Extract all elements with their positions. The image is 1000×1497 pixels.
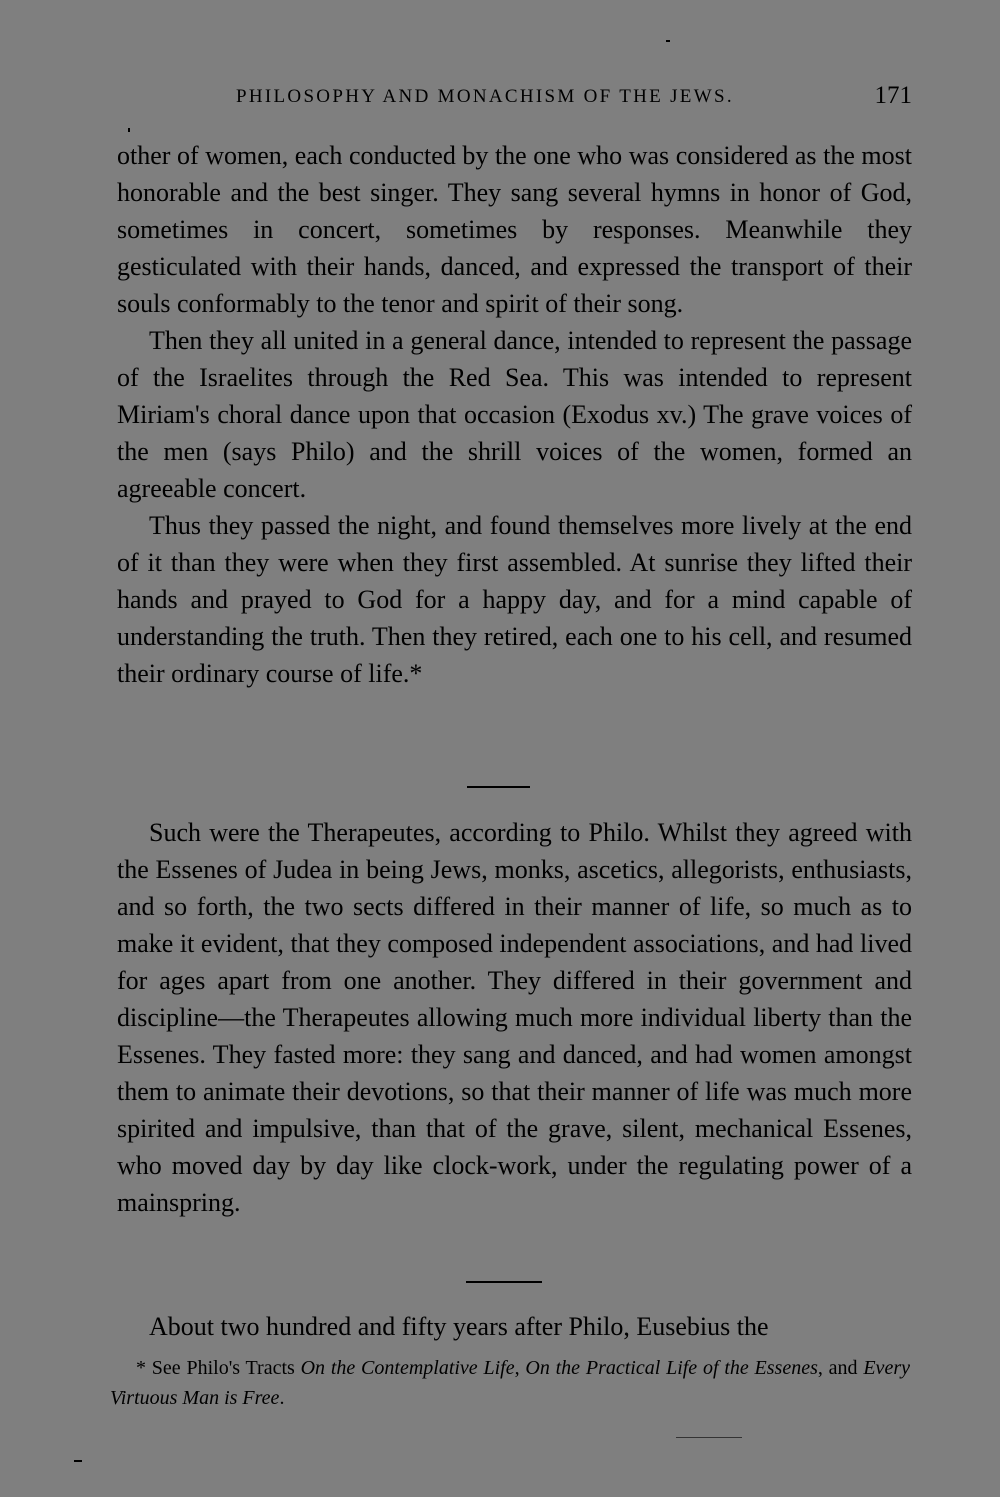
footnote (110, 1353, 910, 1413)
footnote-title: On the Practical Life of the Essenes (525, 1357, 818, 1379)
footnote-separator: , (514, 1357, 526, 1379)
footnote-title: Every Virtuous Man is Free (110, 1357, 910, 1409)
scan-speck (74, 1460, 82, 1462)
paragraph: other of women, each conducted by the one who was considered as the most honorable and the best singer. They sang several hymns in honor of God, sometimes in concert, sometimes by responses. Meanwhile they gesticulated with their hands, danced, and expressed the transport of their souls conformably to the tenor and spirit of their song. (117, 141, 912, 318)
paragraph: Such were the Therapeutes, according to Philo. Whilst they agreed with the Essenes of Judea in being Jews, monks, ascetics, allegorists, enthusiasts, and so forth, the two sects differed in their manner of life, so much as to make it evident, that they composed independent associations, and had lived for ages apart from one another. They differed in their government and discipline—the Therapeutes allowing much more individual liberty than the Essenes. They fasted more: they sang and danced, and had women amongst them to animate their devotions, so that their manner of life was much more spirited and impulsive, than that of the grave, silent, mechanical Essenes, who moved day by day like clock-work, under the regulating power of a mainspring. (117, 818, 912, 1217)
footnote-end: . (279, 1387, 285, 1409)
paragraph: About two hundred and fifty years after Philo, Eusebius the (149, 1312, 769, 1341)
running-head (236, 82, 912, 112)
footnote-prefix: * See Philo's Tracts (136, 1357, 301, 1379)
page-number: 171 (874, 82, 912, 109)
text-block-continuation (117, 137, 912, 692)
footnote-separator: , and (817, 1357, 864, 1379)
scan-speck (666, 40, 670, 42)
scan-speck (676, 1437, 742, 1438)
section-divider (466, 1281, 542, 1283)
scan-speck (128, 128, 130, 132)
footnote-title: On the Contemplative Life (300, 1357, 515, 1379)
text-block-eusebius (117, 1308, 912, 1345)
running-title: PHILOSOPHY AND MONACHISM OF THE JEWS. (236, 86, 734, 107)
paragraph: Then they all united in a general dance, intended to represent the passage of the Israelites through the Red Sea. This was intended to represent Miriam's choral dance upon that occasion (Exodus xv.) The grave voices of the men (says Philo) and the shrill voices of the women, formed an agreeable concert. (117, 326, 912, 503)
text-block-therapeutes (117, 814, 912, 1221)
section-divider (467, 786, 530, 788)
paragraph: Thus they passed the night, and found themselves more lively at the end of it than they were when they first assembled. At sunrise they lifted their hands and prayed to God for a happy day, and for a mind capable of understanding the truth. Then they retired, each one to his cell, and resumed their ordinary course of life.* (117, 511, 912, 688)
